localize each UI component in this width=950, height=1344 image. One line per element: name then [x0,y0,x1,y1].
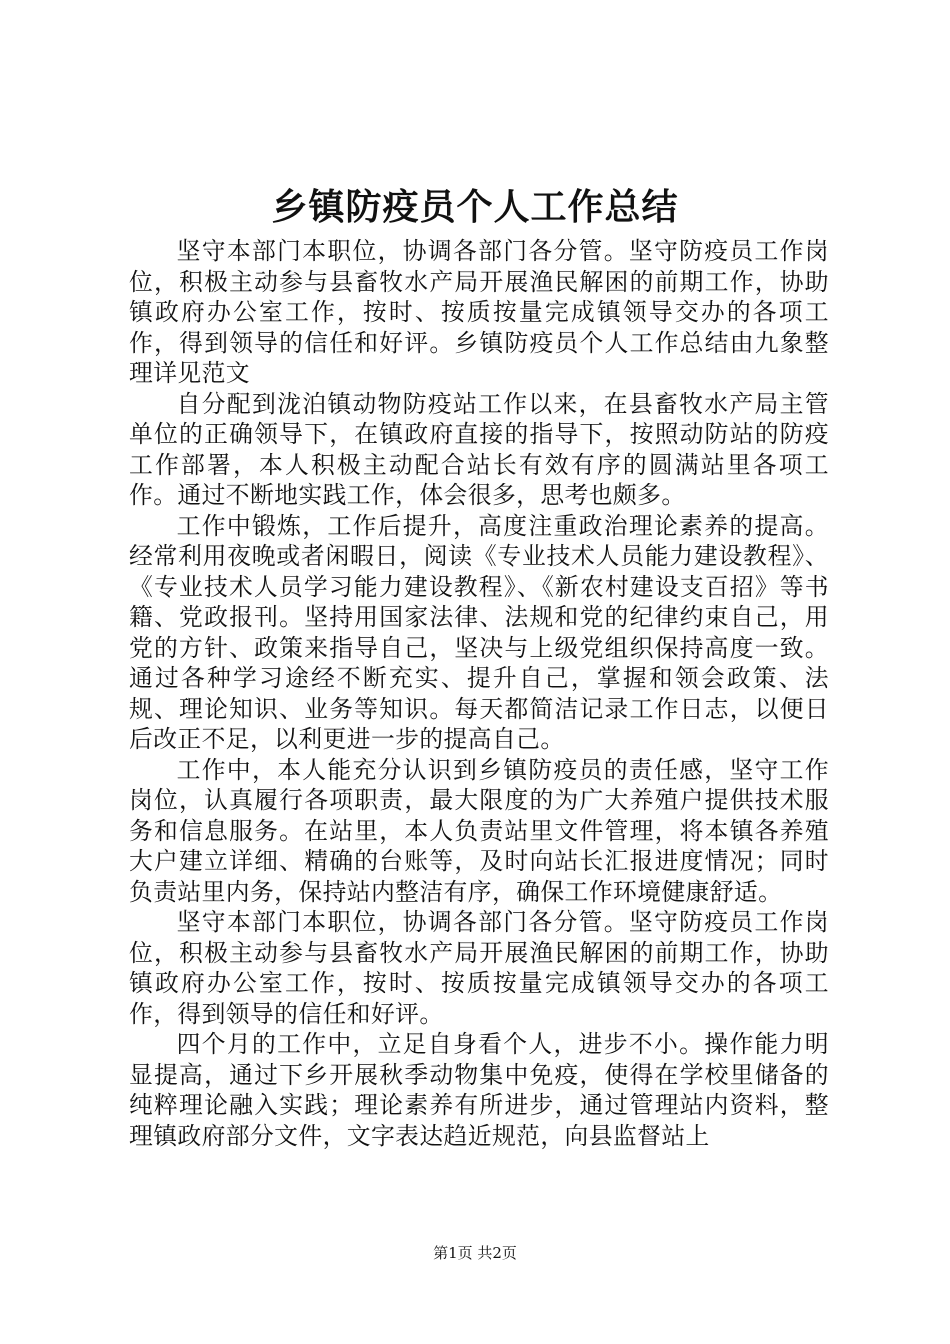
document-title: 乡镇防疫员个人工作总结 [271,187,679,228]
paragraph-6: 四个月的工作中，立足自身看个人，进步不小。操作能力明显提高，通过下乡开展秋季动物集中免疫，使得在学校里储备的纯粹理论融入实践；理论素养有所进步，通过管理站内资料，整理镇政府部分文件，文字表达趋近规范，向县监督站上 [129,1030,829,1150]
document-body [129,236,829,1151]
paragraph-2: 自分配到泷泊镇动物防疫站工作以来，在县畜牧水产局主管单位的正确领导下，在镇政府直接的指导下，按照动防站的防疫工作部署，本人积极主动配合站长有效有序的圆满站里各项工作。通过不断地实践工作，体会很多，思考也颇多。 [129,389,829,509]
paragraph-5: 坚守本部门本职位，协调各部门各分管。坚守防疫员工作岗位，积极主动参与县畜牧水产局开展渔民解困的前期工作，协助镇政府办公室工作，按时、按质按量完成镇领导交办的各项工作，得到领导的信任和好评。 [129,908,829,1028]
paragraph-1: 坚守本部门本职位，协调各部门各分管。坚守防疫员工作岗位，积极主动参与县畜牧水产局开展渔民解困的前期工作，协助镇政府办公室工作，按时、按质按量完成镇领导交办的各项工作，得到领导的信任和好评。乡镇防疫员个人工作总结由九象整理详见范文 [129,237,829,387]
page-number-footer: 第1页 共2页 [433,1244,517,1262]
paragraph-3: 工作中锻炼，工作后提升，高度注重政治理论素养的提高。经常利用夜晚或者闲暇日，阅读《专业技术人员能力建设教程》、《专业技术人员学习能力建设教程》、《新农村建设支百招》等书籍、党政报刊。坚持用国家法律、法规和党的纪律约束自己，用党的方针、政策来指导自己，坚决与上级党组织保持高度一致。通过各种学习途经不断充实、提升自己，掌握和领会政策、法规、理论知识、业务等知识。每天都简洁记录工作日志，以便日后改正不足，以利更进一步的提高自己。 [129,511,829,753]
paragraph-4: 工作中，本人能充分认识到乡镇防疫员的责任感，坚守工作岗位，认真履行各项职责，最大限度的为广大养殖户提供技术服务和信息服务。在站里，本人负责站里文件管理，将本镇各养殖大户建立详细、精确的台账等，及时向站长汇报进度情况；同时负责站里内务，保持站内整洁有序，确保工作环境健康舒适。 [129,755,829,906]
